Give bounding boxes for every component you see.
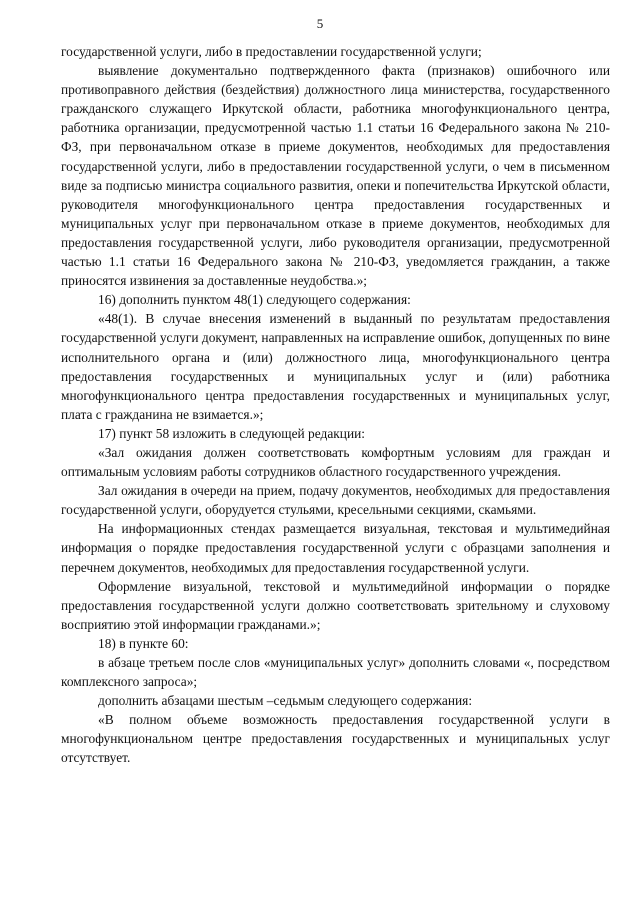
paragraph-waiting-queue: Зал ожидания в очереди на прием, подачу документов, необходимых для предоставления государственной услуги, оборудуется стульями, кресельными секциями, скамьями.: [61, 483, 610, 518]
paragraph-info-design: Оформление визуальной, текстовой и мультимедийной информации о порядке предоставления государственной услуги должно соответствовать зрительному и слуховому восприятию этой информации гражданами.»;: [61, 578, 610, 632]
paragraph-item-16: 16) дополнить пунктом 48(1) следующего содержания:: [98, 292, 411, 308]
paragraph-error-detection: выявление документально подтвержденного факта (признаков) ошибочного или противоправного действия (бездействия) должностного лица министерства, государственного гражданского служащего Иркутской области, работника многофункционального центра, работника организации, предусмотренной частью 1.1 статьи 16 Федерального закона № 210-ФЗ, при первоначальном отказе в приеме документов, необходимых для предоставления государственной услуги, либо в предоставлении государственной услуги, о чем в письменном виде за подписью министра социального развития, опеки и попечительства Иркутской области, руководителя многофункционального центра предоставления государственных и муниципальных услуг при первоначальном отказе в приеме документов, необходимых для предоставления государственной услуги, либо руководителя организации, предусмотренной частью 1.1 статьи 16 Федерального закона № 210-ФЗ, уведомляется гражданин, а также приносятся извинения за доставленные неудобства.»;: [61, 63, 610, 289]
document-body: [61, 42, 610, 768]
paragraph-add-paragraphs: дополнить абзацами шестым –седьмым следующего содержания:: [98, 693, 473, 709]
paragraph-item-17: 17) пункт 58 изложить в следующей редакции:: [98, 425, 366, 441]
paragraph-point-48-1: «48(1). В случае внесения изменений в выданный по результатам предоставления государственной услуги документ, направленных на исправление ошибок, допущенных по вине исполнительного органа и (или) должностного лица, многофункционального центра предоставления государственных и муниципальных услуг и (или) работника многофункционального центра предоставления государственных и муниципальных услуг, плата с гражданина не взимается.»;: [61, 311, 610, 422]
paragraph-info-stands: На информационных стендах размещается визуальная, текстовая и мультимедийная информация о порядке предоставления государственной услуги с образцами заполнения и перечнем документов, необходимых для предоставления государственной услуги.: [61, 521, 610, 575]
page-number: 5: [316, 16, 324, 31]
paragraph-continuation: государственной услуги, либо в предоставлении государственной услуги;: [61, 44, 482, 59]
paragraph-item-18: 18) в пункте 60:: [98, 635, 189, 651]
paragraph-waiting-hall: «Зал ожидания должен соответствовать комфортным условиям для граждан и оптимальным условиям работы сотрудников областного государственного учреждения.: [61, 444, 610, 480]
paragraph-third-paragraph: в абзаце третьем после слов «муниципальных услуг» дополнить словами «, посредством комплексного запроса»;: [61, 655, 610, 690]
paragraph-full-scope: «В полном объеме возможность предоставления государственной услуги в многофункциональном центре предоставления государственных и муниципальных услуг отсутствует.: [61, 712, 610, 766]
